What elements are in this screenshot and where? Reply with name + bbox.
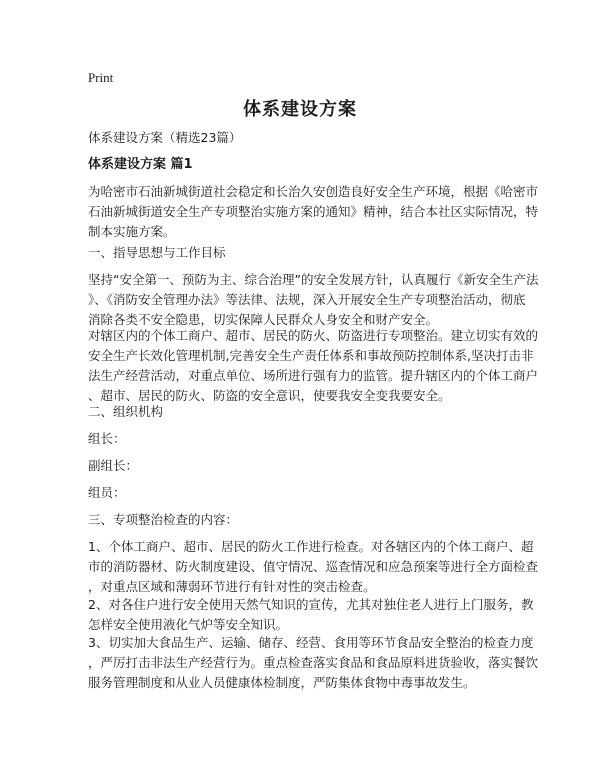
leader-label: 组长： — [88, 431, 126, 446]
paragraph-line: 消除各类不安全隐患，切实保障人民群众人身安全和财产安全。 — [88, 312, 439, 327]
paragraph-line: 2、对各住户进行安全使用天然气知识的宣传，尤其对独住老人进行上门服务，教 — [88, 597, 534, 612]
paragraph-line: 市的消防器材、防火制度建设、值守情况、巡查情况和应急预案等进行全方面检查 — [88, 559, 539, 574]
paragraph-line: 、超市、居民的防火、防盗的安全意识，使要我安全变我要安全。 — [88, 388, 451, 403]
list-item-1 — [88, 537, 539, 597]
paragraph-guiding — [88, 270, 539, 330]
paragraph-line: 1、个体工商户、超市、居民的防火工作进行检查。对各辖区内的个体工商户、超 — [88, 539, 534, 554]
section-heading: 体系建设方案 篇1 — [88, 157, 193, 172]
paragraph-line: 坚持“安全第一、预防为主、综合治理”的安全发展方针，认真履行《新安全生产法 — [88, 272, 539, 287]
heading-inspection: 三、专项整治检查的内容： — [88, 512, 239, 527]
paragraph-line: 石油新城街道安全生产专项整治实施方案的通知》精神，结合本社区实际情况，特 — [88, 204, 539, 219]
heading-guiding-principles: 一、指导思想与工作目标 — [88, 245, 226, 260]
vice-leader-label: 副组长： — [88, 458, 139, 473]
heading-organization: 二、组织机构 — [88, 404, 164, 419]
paragraph-intro — [88, 182, 539, 242]
list-item-2 — [88, 595, 534, 635]
paragraph-line: 安全生产长效化管理机制,完善安全生产责任体系和事故预防控制体系,坚决打击非 — [88, 348, 534, 363]
paragraph-line: 法生产经营活动，对重点单位、场所进行强有力的监管。提升辖区内的个体工商户 — [88, 368, 539, 383]
members-label: 组员： — [88, 485, 126, 500]
paragraph-line: 怎样安全使用液化气炉等安全知识。 — [88, 617, 289, 632]
print-label[interactable]: Print — [88, 70, 114, 85]
document-subtitle: 体系建设方案（精选23篇） — [88, 130, 242, 145]
paragraph-line: ，对重点区域和薄弱环节进行有针对性的突击检查。 — [88, 579, 376, 594]
document-title: 体系建设方案 — [243, 99, 357, 120]
paragraph-line: 为哈密市石油新城街道社会稳定和长治久安创造良好安全生产环境，根据《哈密市 — [88, 184, 539, 199]
paragraph-line: 对辖区内的个体工商户、超市、居民的防火、防盗进行专项整治。建立切实有效的 — [88, 328, 539, 343]
paragraph-line: 》、《消防安全管理办法》等法律、法规，深入开展安全生产专项整治活动，彻底 — [88, 292, 526, 307]
list-item-3 — [88, 633, 539, 693]
paragraph-line: 3、切实加大食品生产、运输、储存、经营、食用等环节食品安全整治的检查力度 — [88, 635, 534, 650]
paragraph-rectification — [88, 326, 539, 406]
paragraph-line: 服务管理制度和从业人员健康体检制度，严防集体食物中毒事故发生。 — [88, 675, 476, 690]
paragraph-line: ，严厉打击非法生产经营行为。重点检查落实食品和食品原料进货验收，落实餐饮 — [88, 655, 539, 670]
paragraph-line: 制本实施方案。 — [88, 224, 176, 239]
